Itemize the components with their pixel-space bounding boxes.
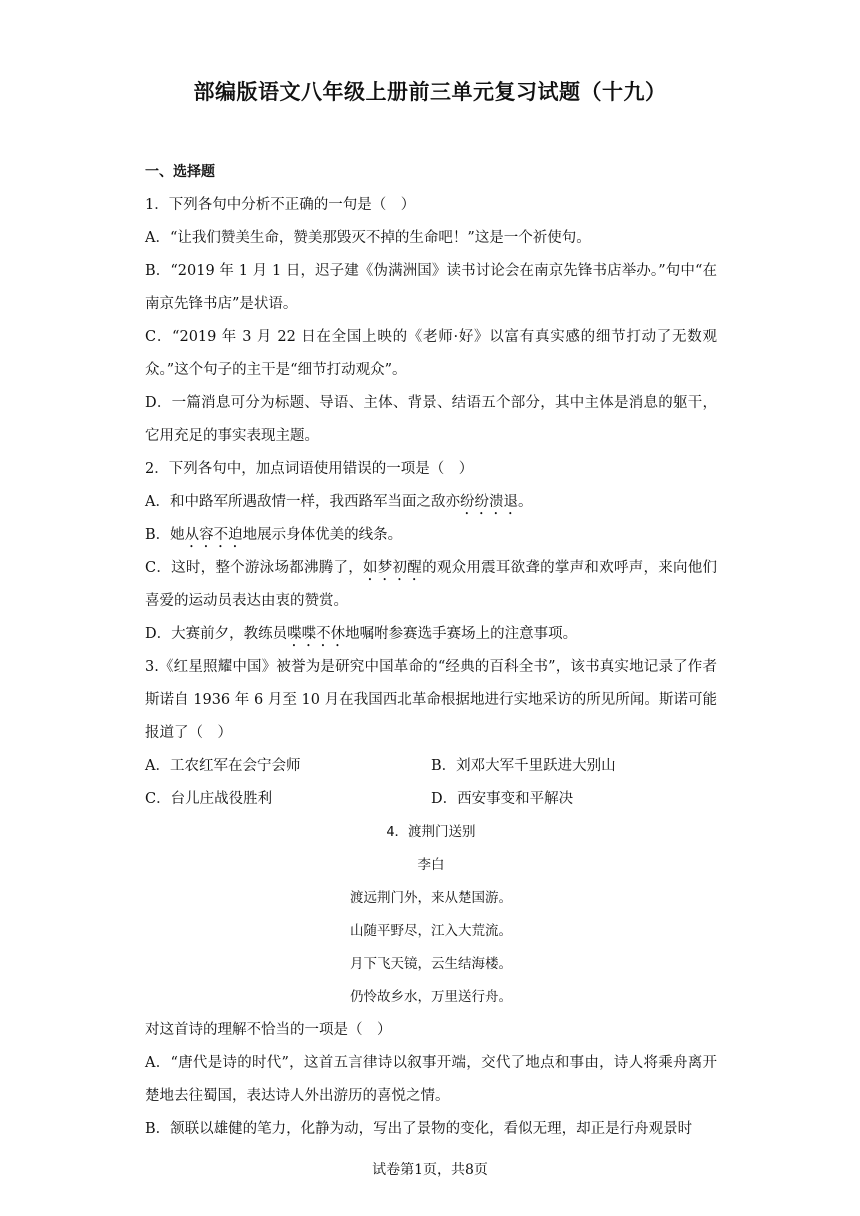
poem-author: 李白 — [417, 857, 445, 873]
option-a: A．“让我们赞美生命，赞美那毁灭不掉的生命吧！”这是一个祈使句。 — [145, 230, 591, 246]
dotted-phrase: 如梦初醒 — [363, 560, 423, 576]
exam-content — [145, 156, 717, 1146]
option-a — [145, 486, 717, 519]
options-row — [145, 783, 717, 816]
question-stem: 对这首诗的理解不恰当的一项是（ ） — [145, 1022, 392, 1038]
poem-line: 山随平野尽，江入大荒流。 — [350, 923, 512, 939]
option-a: A．工农红军在会宁会师 — [145, 758, 301, 774]
question-stem: 2．下列各句中，加点词语使用错误的一项是（ ） — [145, 461, 474, 477]
option-c — [145, 552, 717, 618]
question-3 — [145, 651, 717, 816]
option-c: C．台儿庄战役胜利 — [145, 791, 273, 807]
option-text: A．和中路军所遇敌情一样，我西路军当面之敌亦 — [145, 494, 460, 510]
option-b: B．刘邓大军千里跃进大别山 — [431, 758, 616, 774]
dotted-phrase: 纷纷溃退 — [459, 494, 518, 510]
option-d: D．一篇消息可分为标题、导语、主体、背景、结语五个部分，其中主体是消息的躯干，它用充足的事实表现主题。 — [145, 395, 717, 444]
poem-title: 4．渡荆门送别 — [386, 824, 476, 840]
question-stem: 3.《红星照耀中国》被誉为是研究中国革命的“经典的百科全书”，该书真实地记录了作者斯诺自 1936 年 6 月至 10 月在我国西北革命根据地进行实地采访的所见所闻。斯诺可能报道了（ ） — [145, 659, 717, 741]
question-stem: 1．下列各句中分析不正确的一句是（ ） — [145, 197, 416, 213]
option-c: C．“2019 年 3 月 22 日在全国上映的《老师·好》以富有真实感的细节打动了无数观众。”这个句子的主干是“细节打动观众”。 — [145, 329, 717, 378]
option-b — [145, 519, 717, 552]
option-b: B．“2019 年 1 月 1 日，迟子建《伪满洲国》读书讨论会在南京先锋书店举办。”句中“在南京先锋书店”是状语。 — [145, 263, 717, 312]
option-b: B．颔联以雄健的笔力，化静为动，写出了景物的变化，看似无理，却正是行舟观景时 — [145, 1121, 693, 1137]
option-d — [145, 618, 717, 651]
options-row — [145, 750, 717, 783]
option-text: 的观众用震耳欲聋的掌声和欢呼声，来向他们喜爱的运动员表达由衷的赞赏。 — [145, 560, 718, 609]
option-text: C．这时，整个游泳场都沸腾了， — [145, 560, 364, 576]
option-text: 地嘱咐参赛选手赛场上的注意事项。 — [345, 626, 578, 642]
poem-line: 仍怜故乡水，万里送行舟。 — [350, 989, 512, 1005]
page-footer: 试卷第1页，共8页 — [372, 1162, 488, 1178]
option-text: B．她 — [145, 527, 185, 543]
option-text: 地展示身体优美的线条。 — [242, 527, 403, 543]
option-text: D．大赛前夕，教练员 — [145, 626, 288, 642]
option-d: D．西安事变和平解决 — [431, 791, 574, 807]
poem-line: 渡远荆门外，来从楚国游。 — [350, 890, 512, 906]
section-heading: 一、选择题 — [145, 164, 215, 180]
option-text: 。 — [517, 494, 533, 510]
question-1 — [145, 189, 717, 453]
page-title: 部编版语文八年级上册前三单元复习试题（十九） — [193, 80, 667, 104]
option-a: A．“唐代是诗的时代”，这首五言律诗以叙事开端，交代了地点和事由，诗人将乘舟离开楚地去往蜀国，表达诗人外出游历的喜悦之情。 — [145, 1055, 717, 1104]
dotted-phrase: 从容不迫 — [184, 527, 243, 543]
question-2 — [145, 453, 717, 651]
poem-line: 月下飞天镜，云生结海楼。 — [350, 956, 512, 972]
dotted-phrase: 喋喋不休 — [287, 626, 346, 642]
question-4 — [145, 816, 717, 1146]
